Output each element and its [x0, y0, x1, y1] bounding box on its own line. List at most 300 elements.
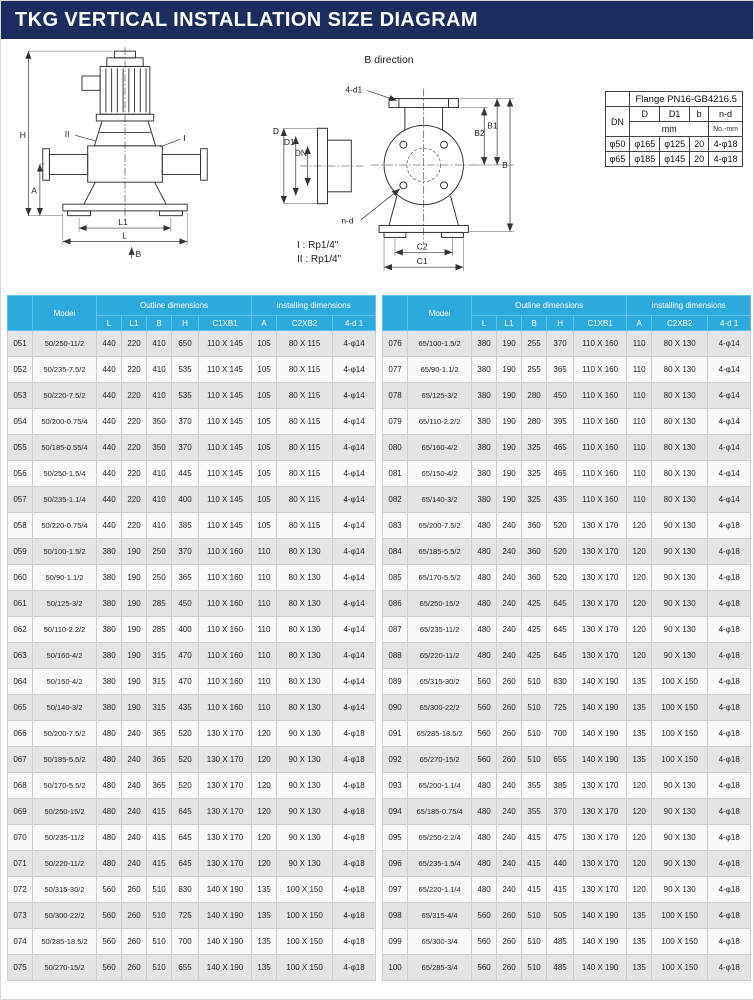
table-cell: 560 — [97, 929, 122, 955]
table-cell: 355 — [522, 773, 547, 799]
table-cell: 520 — [172, 747, 199, 773]
table-cell: 510 — [147, 903, 172, 929]
table-cell: 110 X 160 — [199, 565, 252, 591]
table-cell: 120 — [627, 825, 652, 851]
col-header-4d1: 4-d 1 — [708, 316, 751, 331]
table-cell: 190 — [122, 669, 147, 695]
dim-label-a: A — [31, 185, 37, 196]
table-cell: 50/315-30/2 — [33, 877, 97, 903]
table-cell: 535 — [172, 383, 199, 409]
table-cell: 65/250-15/2 — [408, 591, 472, 617]
size-table-left — [7, 295, 376, 981]
table-cell: 105 — [252, 435, 277, 461]
table-cell: 053 — [8, 383, 33, 409]
table-cell: 120 — [627, 799, 652, 825]
table-cell: 65/315-4/4 — [408, 903, 472, 929]
table-cell: 65/235-11/2 — [408, 617, 472, 643]
table-cell: 480 — [472, 617, 497, 643]
table-cell: 830 — [547, 669, 574, 695]
table-row — [8, 877, 376, 903]
table-cell: 50/100-1.5/2 — [33, 539, 97, 565]
table-cell: 80 X 130 — [652, 331, 708, 357]
table-cell: 90 X 130 — [277, 721, 333, 747]
table-cell: 100 X 150 — [652, 695, 708, 721]
dim-label-C1: C1 — [416, 256, 428, 267]
table-cell: 110 — [252, 591, 277, 617]
table-cell: 135 — [627, 695, 652, 721]
table-cell: 80 X 115 — [277, 435, 333, 461]
table-cell: 370 — [172, 409, 199, 435]
table-cell: 100 — [383, 955, 408, 981]
table-cell: 069 — [8, 799, 33, 825]
table-cell: 480 — [472, 539, 497, 565]
table-cell: 093 — [383, 773, 408, 799]
table-cell: 315 — [147, 643, 172, 669]
table-cell: 220 — [122, 461, 147, 487]
table-cell: 50/170-5.5/2 — [33, 773, 97, 799]
table-row — [8, 435, 376, 461]
table-cell: 725 — [172, 903, 199, 929]
table-cell: 4-φ14 — [333, 617, 376, 643]
table-cell: 100 X 150 — [277, 929, 333, 955]
table-cell: 061 — [8, 591, 33, 617]
table-row — [8, 851, 376, 877]
table-cell: 110 X 160 — [199, 669, 252, 695]
table-cell: 135 — [252, 903, 277, 929]
table-cell: 092 — [383, 747, 408, 773]
table-cell: 280 — [522, 383, 547, 409]
table-cell: 520 — [547, 513, 574, 539]
table-cell: 4-φ14 — [333, 513, 376, 539]
table-cell: 80 X 130 — [652, 461, 708, 487]
table-cell: 410 — [147, 357, 172, 383]
size-tables — [1, 295, 753, 981]
table-row — [605, 152, 742, 167]
table-cell: 725 — [547, 695, 574, 721]
table-cell: 50/200-7.5/2 — [33, 721, 97, 747]
table-row — [8, 513, 376, 539]
table-cell: 400 — [172, 617, 199, 643]
table-cell: 190 — [497, 357, 522, 383]
table-cell: 410 — [147, 331, 172, 357]
table-cell: 65/125-3/2 — [408, 383, 472, 409]
table-cell: 135 — [252, 955, 277, 981]
table-row — [8, 487, 376, 513]
table-row — [383, 331, 751, 357]
table-cell: 105 — [252, 513, 277, 539]
table-cell: 110 X 145 — [199, 409, 252, 435]
table-cell: 65/285-3/4 — [408, 955, 472, 981]
table-cell: 645 — [547, 591, 574, 617]
table-cell: 4-φ14 — [708, 357, 751, 383]
table-cell: 415 — [147, 851, 172, 877]
table-cell: 425 — [522, 591, 547, 617]
table-cell: 240 — [122, 747, 147, 773]
size-table-right-header — [383, 296, 751, 331]
table-row — [8, 539, 376, 565]
table-cell: 057 — [8, 487, 33, 513]
dim-label-C2: C2 — [416, 241, 428, 252]
table-cell: 063 — [8, 643, 33, 669]
table-cell: 50/90-1.1/2 — [33, 565, 97, 591]
table-cell: 130 X 170 — [199, 721, 252, 747]
dim-label-4-d1: 4-d1 — [345, 84, 363, 95]
table-cell: 4-φ18 — [708, 695, 751, 721]
table-cell: 425 — [522, 643, 547, 669]
table-row — [383, 721, 751, 747]
table-cell: 380 — [97, 617, 122, 643]
table-cell: 440 — [97, 383, 122, 409]
table-cell: 080 — [383, 435, 408, 461]
table-cell: 475 — [547, 825, 574, 851]
outline-dimensions-header: Outline dimensions — [472, 296, 627, 316]
table-row — [383, 825, 751, 851]
table-cell: 068 — [8, 773, 33, 799]
table-cell: 130 X 170 — [199, 799, 252, 825]
table-cell: 560 — [97, 903, 122, 929]
table-row — [8, 721, 376, 747]
table-cell: 190 — [497, 435, 522, 461]
table-cell: 4-φ18 — [708, 929, 751, 955]
table-cell: 50/235-1.1/4 — [33, 487, 97, 513]
table-cell: 450 — [547, 383, 574, 409]
table-cell: 072 — [8, 877, 33, 903]
table-cell: 440 — [547, 851, 574, 877]
table-cell: 90 X 130 — [277, 825, 333, 851]
table-cell: 50/300-22/2 — [33, 903, 97, 929]
table-cell: 076 — [383, 331, 408, 357]
page-title-bar — [1, 1, 753, 39]
table-cell: 260 — [497, 929, 522, 955]
table-cell: 480 — [472, 643, 497, 669]
number-column-header — [383, 296, 408, 331]
col-header-C2XB2: C2XB2 — [277, 316, 333, 331]
table-cell: 240 — [497, 799, 522, 825]
table-cell: 80 X 115 — [277, 461, 333, 487]
table-cell: 50/160-4/2 — [33, 643, 97, 669]
table-cell: 380 — [472, 409, 497, 435]
table-cell: 130 X 170 — [574, 877, 627, 903]
table-cell: 560 — [472, 721, 497, 747]
table-cell: 560 — [472, 695, 497, 721]
table-cell: 65/250-2.2/4 — [408, 825, 472, 851]
table-cell: 90 X 130 — [277, 851, 333, 877]
table-cell: 4-φ18 — [333, 721, 376, 747]
table-cell: 90 X 130 — [652, 539, 708, 565]
table-cell: 380 — [97, 539, 122, 565]
table-cell: 4-φ18 — [708, 539, 751, 565]
table-cell: 120 — [627, 591, 652, 617]
table-cell: 50/140-3/2 — [33, 695, 97, 721]
table-cell: 65/150-4/2 — [408, 461, 472, 487]
table-cell: 90 X 130 — [652, 643, 708, 669]
table-cell: 120 — [627, 539, 652, 565]
table-cell: 65/220-11/2 — [408, 643, 472, 669]
table-cell: 110 X 160 — [574, 383, 627, 409]
table-cell: 110 X 160 — [574, 357, 627, 383]
table-cell: 105 — [252, 409, 277, 435]
table-row — [383, 617, 751, 643]
table-cell: 190 — [122, 539, 147, 565]
table-cell: 65/185-5.5/2 — [408, 539, 472, 565]
table-cell: 380 — [472, 435, 497, 461]
table-cell: 4-φ18 — [708, 617, 751, 643]
table-cell: 260 — [497, 955, 522, 981]
table-cell: 655 — [172, 955, 199, 981]
table-cell: 65/270-15/2 — [408, 747, 472, 773]
table-cell: 380 — [97, 695, 122, 721]
installing-dimensions-header: Installing dimensions — [252, 296, 376, 316]
table-cell: 365 — [547, 357, 574, 383]
table-cell: 510 — [147, 929, 172, 955]
table-cell: 80 X 115 — [277, 357, 333, 383]
table-cell: 380 — [472, 383, 497, 409]
table-cell: 440 — [97, 331, 122, 357]
bview-outline — [300, 89, 477, 245]
table-cell: 4-φ18 — [333, 747, 376, 773]
size-table-right-body — [383, 331, 751, 981]
table-cell: 365 — [147, 747, 172, 773]
flange-col-nd: n-d — [709, 107, 743, 122]
table-cell: 445 — [172, 461, 199, 487]
table-cell: 240 — [122, 721, 147, 747]
table-cell: 325 — [522, 461, 547, 487]
table-cell: 520 — [547, 539, 574, 565]
table-row — [8, 825, 376, 851]
table-cell: 100 X 150 — [652, 721, 708, 747]
port-label-ii: II — [64, 129, 70, 140]
table-cell: 80 X 130 — [277, 591, 333, 617]
table-cell: 060 — [8, 565, 33, 591]
col-header-H: H — [547, 316, 574, 331]
table-cell: 4-φ14 — [708, 435, 751, 461]
flange-table-title: Flange PN16-GB4216.5 — [630, 92, 743, 107]
table-cell: 110 — [252, 617, 277, 643]
table-cell: 50/150-4/2 — [33, 669, 97, 695]
dim-label-b: B — [135, 248, 142, 259]
table-cell: 415 — [522, 825, 547, 851]
table-cell: 520 — [172, 773, 199, 799]
table-cell: 240 — [497, 825, 522, 851]
table-cell: 380 — [472, 357, 497, 383]
table-cell: 425 — [522, 617, 547, 643]
table-cell: 079 — [383, 409, 408, 435]
col-header-H: H — [172, 316, 199, 331]
table-cell: 065 — [8, 695, 33, 721]
col-header-A: A — [252, 316, 277, 331]
table-cell: φ65 — [605, 152, 630, 167]
table-cell: 465 — [547, 461, 574, 487]
table-cell: 082 — [383, 487, 408, 513]
table-cell: 190 — [497, 487, 522, 513]
table-cell: 135 — [627, 747, 652, 773]
flange-corner-cell — [605, 92, 630, 107]
table-row — [383, 773, 751, 799]
table-cell: 135 — [252, 877, 277, 903]
table-cell: 20 — [690, 152, 709, 167]
table-cell: 190 — [122, 591, 147, 617]
table-cell: 560 — [472, 955, 497, 981]
table-cell: 510 — [522, 929, 547, 955]
table-cell: 4-φ18 — [708, 669, 751, 695]
table-cell: 110 — [627, 461, 652, 487]
table-cell: 465 — [547, 435, 574, 461]
table-cell: 250 — [147, 565, 172, 591]
table-cell: 140 X 190 — [574, 721, 627, 747]
table-cell: 130 X 170 — [574, 539, 627, 565]
table-cell: 90 X 130 — [652, 773, 708, 799]
table-cell: 700 — [172, 929, 199, 955]
table-cell: 220 — [122, 357, 147, 383]
table-cell: φ125 — [660, 137, 690, 152]
table-cell: 4-φ18 — [708, 903, 751, 929]
table-cell: 105 — [252, 383, 277, 409]
table-row — [8, 799, 376, 825]
table-row — [383, 799, 751, 825]
table-cell: 65/315-30/2 — [408, 669, 472, 695]
table-cell: 110 X 145 — [199, 331, 252, 357]
flange-header — [605, 92, 742, 137]
table-cell: 520 — [172, 721, 199, 747]
table-cell: 130 X 170 — [574, 591, 627, 617]
table-cell: 90 X 130 — [652, 799, 708, 825]
table-cell: 056 — [8, 461, 33, 487]
table-cell: 260 — [122, 929, 147, 955]
table-cell: 560 — [472, 929, 497, 955]
table-cell: 260 — [122, 955, 147, 981]
table-cell: 4-φ18 — [333, 903, 376, 929]
table-cell: 110 — [252, 643, 277, 669]
table-cell: 135 — [627, 903, 652, 929]
page-title: TKG VERTICAL INSTALLATION SIZE DIAGRAM — [15, 8, 478, 31]
table-cell: 80 X 130 — [277, 695, 333, 721]
col-header-4d1: 4-d 1 — [333, 316, 376, 331]
table-row — [383, 513, 751, 539]
table-cell: 240 — [497, 539, 522, 565]
table-cell: 120 — [252, 851, 277, 877]
table-cell: 240 — [497, 643, 522, 669]
dim-label-l: L — [122, 230, 127, 241]
table-cell: 90 X 130 — [277, 747, 333, 773]
table-cell: 135 — [627, 721, 652, 747]
table-cell: 110 X 145 — [199, 513, 252, 539]
table-cell: 65/110-2.2/2 — [408, 409, 472, 435]
table-cell: 105 — [252, 331, 277, 357]
table-cell: 50/200-0.75/4 — [33, 409, 97, 435]
table-cell: 073 — [8, 903, 33, 929]
table-cell: 096 — [383, 851, 408, 877]
table-cell: 50/220-0.75/4 — [33, 513, 97, 539]
table-cell: 110 — [627, 383, 652, 409]
table-row — [8, 955, 376, 981]
size-table-left-header — [8, 296, 376, 331]
table-cell: 099 — [383, 929, 408, 955]
number-column-header — [8, 296, 33, 331]
table-cell: 325 — [522, 435, 547, 461]
table-cell: 560 — [97, 955, 122, 981]
table-cell: 20 — [690, 137, 709, 152]
table-cell: 410 — [147, 513, 172, 539]
table-cell: 355 — [522, 799, 547, 825]
table-cell: 110 X 160 — [574, 331, 627, 357]
table-cell: 140 X 190 — [199, 929, 252, 955]
table-cell: 110 X 145 — [199, 383, 252, 409]
table-cell: 450 — [172, 591, 199, 617]
table-cell: 50/270-15/2 — [33, 955, 97, 981]
table-cell: 135 — [627, 929, 652, 955]
table-cell: 385 — [172, 513, 199, 539]
table-cell: 50/235-11/2 — [33, 825, 97, 851]
table-cell: 130 X 170 — [574, 643, 627, 669]
table-cell: 415 — [547, 877, 574, 903]
table-cell: 65/300-22/2 — [408, 695, 472, 721]
table-cell: 80 X 130 — [277, 669, 333, 695]
size-table-left-body — [8, 331, 376, 981]
size-table-right — [382, 295, 751, 981]
table-cell: 4-φ18 — [333, 929, 376, 955]
table-cell: 4-φ18 — [708, 513, 751, 539]
table-cell: 110 X 160 — [199, 617, 252, 643]
table-cell: 190 — [497, 331, 522, 357]
table-cell: 365 — [147, 773, 172, 799]
table-cell: 059 — [8, 539, 33, 565]
col-header-B: B — [147, 316, 172, 331]
table-cell: 80 X 115 — [277, 409, 333, 435]
table-cell: 120 — [627, 565, 652, 591]
table-cell: 130 X 170 — [574, 825, 627, 851]
table-row — [8, 461, 376, 487]
table-cell: 064 — [8, 669, 33, 695]
table-cell: 350 — [147, 409, 172, 435]
table-cell: 4-φ18 — [708, 851, 751, 877]
table-cell: 260 — [497, 721, 522, 747]
table-cell: 535 — [172, 357, 199, 383]
table-cell: 089 — [383, 669, 408, 695]
table-cell: 091 — [383, 721, 408, 747]
table-cell: 110 — [252, 539, 277, 565]
table-cell: 190 — [497, 409, 522, 435]
table-cell: 510 — [522, 721, 547, 747]
col-header-L: L — [472, 316, 497, 331]
table-row — [383, 903, 751, 929]
table-cell: 110 X 145 — [199, 357, 252, 383]
table-cell: 4-φ18 — [708, 643, 751, 669]
table-cell: 240 — [122, 825, 147, 851]
port-label-i: I — [183, 133, 186, 144]
table-cell: 140 X 190 — [574, 695, 627, 721]
table-cell: 65/300-3/4 — [408, 929, 472, 955]
table-row — [383, 747, 751, 773]
table-cell: 135 — [627, 955, 652, 981]
table-cell: φ50 — [605, 137, 630, 152]
table-cell: 50/220-11/2 — [33, 851, 97, 877]
table-cell: 385 — [547, 773, 574, 799]
table-row — [383, 851, 751, 877]
table-cell: 50/285-18.5/2 — [33, 929, 97, 955]
table-cell: 140 X 190 — [199, 903, 252, 929]
table-cell: 315 — [147, 695, 172, 721]
table-cell: 360 — [522, 513, 547, 539]
table-cell: 105 — [252, 461, 277, 487]
table-cell: 120 — [252, 799, 277, 825]
table-cell: 100 X 150 — [652, 929, 708, 955]
table-cell: 80 X 130 — [652, 357, 708, 383]
table-cell: 440 — [97, 357, 122, 383]
table-cell: 360 — [522, 539, 547, 565]
table-cell: 110 X 145 — [199, 487, 252, 513]
table-row — [8, 695, 376, 721]
table-cell: 120 — [252, 773, 277, 799]
